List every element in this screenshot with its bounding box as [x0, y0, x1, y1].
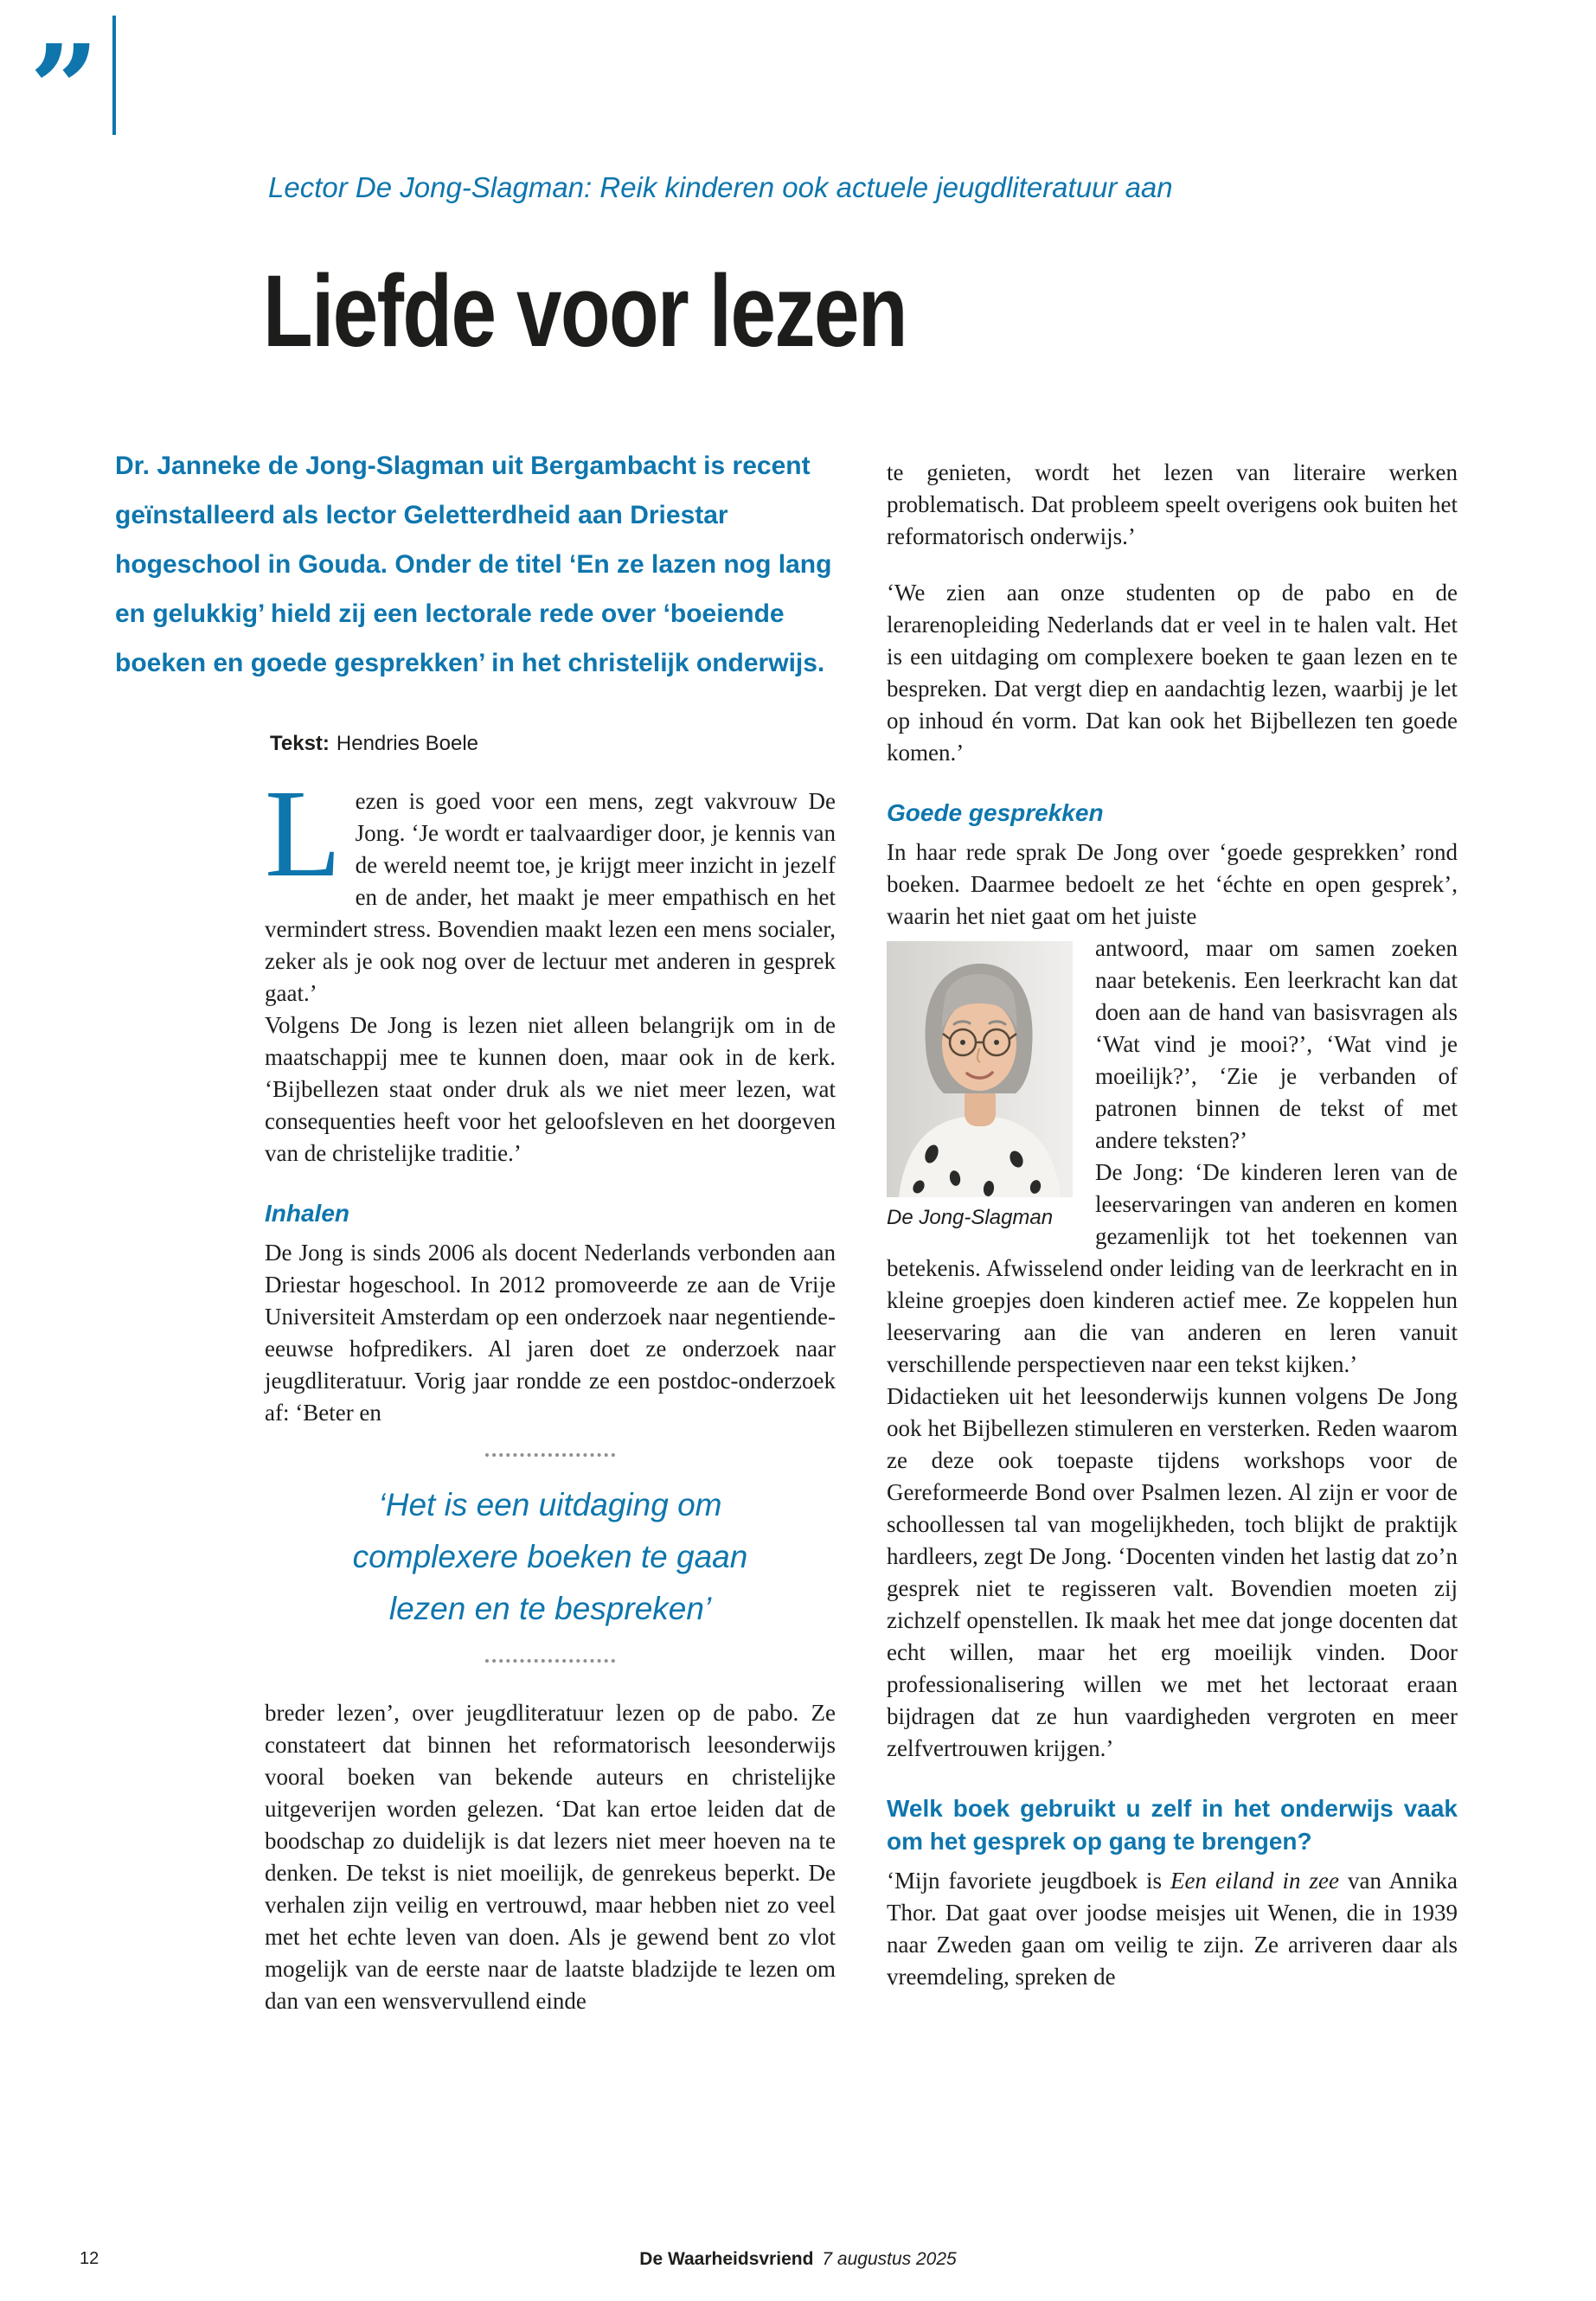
byline — [270, 732, 478, 756]
left-column — [265, 765, 836, 2017]
paragraph: De Jong is sinds 2006 als docent Nederlands verbonden aan Driestar hogeschool. In 2012 promoveerde ze aan de Vrije Universiteit Amsterdam op een onderzoek naar negentiende-eeuwse hofpredikers. Al jaren doet ze onderzoek naar jeugdliteratuur. Vorig jaar rondde ze een postdoc-onderzoek af: ‘Beter en — [265, 1240, 836, 1426]
dotted-divider — [485, 1659, 615, 1663]
right-column — [887, 457, 1458, 1993]
kicker: Lector De Jong-Slagman: Reik kinderen ook actuele jeugdliteratuur aan — [268, 171, 1173, 203]
accent-rule — [112, 16, 116, 135]
book-title: Een eiland in zee — [1170, 1868, 1339, 1894]
paragraph: breder lezen’, over jeugdliteratuur lezen op de pabo. Ze constateert dat binnen het reformatorisch leesonderwijs vooral boeken van bekende auteurs en christelijke uitgeverijen worden gelezen. ‘Dat kan ertoe leiden dat de boodschap zo duidelijk is dat lezers niet meer hoeven na te denken. De tekst is niet moeilijk, de genrekeus beperkt. De verhalen zijn veilig en vertrouwd, maar hebben niet zo veel met het echte leven van doen. Als je gewend bent zo vlot mogelijk van de eerste naar de laatste bladzijde te lezen om dan van een wensvervullend einde — [265, 1700, 836, 2014]
portrait-illustration — [887, 941, 1073, 1197]
paragraph: ‘We zien aan onze studenten op de pabo en de lerarenopleiding Nederlands dat er veel in te halen valt. Het is een uitdaging om complexere boeken te gaan lezen en te bespreken. Dat vergt diep en aandachtig lezen, waarbij je let op inhoud én vorm. Dat kan ook het Bijbellezen ten goede komen.’ — [887, 580, 1458, 766]
paragraph: De Jong: ‘De kinderen leren van de leeservaringen van anderen en komen gezamenlijk tot het toekennen van betekenis. Afwisselend onder leiding van de leerkracht en in kleine groepjes doen kinderen actief mee. Ze koppelen hun leeservaring aan die van anderen en leren vanuit verschillende perspectieven naar een tekst kijken.’ — [887, 1159, 1458, 1377]
page-title: Liefde voor lezen — [263, 254, 907, 369]
dropcap-letter: L — [265, 765, 342, 903]
byline-label: Tekst: — [270, 732, 330, 755]
page-number: 12 — [80, 2249, 99, 2268]
footer — [0, 2249, 1596, 2270]
paragraph: In haar rede sprak De Jong over ‘goede gesprekken’ rond boeken. Daarmee bedoelt ze het ‘échte en open gesprek’, waarin het niet gaat om het juiste — [887, 839, 1458, 929]
paragraph-text: ‘Mijn favoriete jeugdboek is — [887, 1868, 1170, 1894]
issue-date: 7 augustus 2025 — [822, 2249, 957, 2269]
paragraph: te genieten, wordt het lezen van literaire werken problematisch. Dat probleem speelt overigens ook buiten het reformatorisch onderwijs.’ — [887, 459, 1458, 549]
quote-mark-icon: ” — [29, 19, 99, 161]
paragraph: Didactieken uit het leesonderwijs kunnen volgens De Jong ook het Bijbellezen stimuleren en versterken. Reden waarom ze deze ook toepaste tijdens workshops voor de Gereformeerde Bond over Psalmen lezen. Al zijn er voor de schoollessen tal van mogelijkheden, toch blijkt de praktijk hardleers, zegt De Jong. ‘Docenten vinden het lastig dat zo’n gesprek niet te regisseren valt. Bovendien moeten zij zichzelf openstellen. Ik maak het mee dat jonge docenten dat echt willen, maar het erg moeilijk vinden. Door professionalisering willen we met het lectoraat eraan bijdragen dat ze hun vaardigheden vergroten en meer zelfvertrouwen krijgen.’ — [887, 1383, 1458, 1761]
paragraph-lead — [265, 765, 836, 1009]
subhead-question: Welk boek gebruikt u zelf in het onderwijs vaak om het gesprek op gang te brengen? — [887, 1795, 1458, 1855]
pull-quote: ‘Het is een uitdaging om complexere boeken te gaan lezen en te bespreken’ — [352, 1487, 748, 1626]
subhead-inhalen: Inhalen — [265, 1200, 350, 1227]
paragraph-final — [887, 1865, 1458, 1993]
subhead-goede-gesprekken: Goede gesprekken — [887, 799, 1104, 826]
dotted-divider — [485, 1453, 615, 1457]
photo-caption: De Jong-Slagman — [887, 1206, 1054, 1229]
intro-paragraph: Dr. Janneke de Jong-Slagman uit Bergambacht is recent geïnstalleerd als lector Geletterdheid aan Driestar hogeschool in Gouda. Onder de titel ‘En ze lazen nog lang en gelukkig’ hield zij een lectorale rede over ‘boeiende boeken en goede gesprekken’ in het christelijk onderwijs. — [115, 452, 832, 677]
magazine-name: De Waarheidsvriend — [639, 2249, 814, 2269]
portrait-photo — [887, 941, 1073, 1230]
paragraph-text: van Annika Thor. Dat gaat over joodse meisjes uit Wenen, die in 1939 naar Zweden gaan om veilig te zijn. Ze arriveren daar als vreemdeling, spreken de — [887, 1868, 1458, 1990]
paragraph: antwoord, maar om samen zoeken naar betekenis. Een leerkracht kan dat doen aan de hand van basisvragen als ‘Wat vind je mooi?’, ‘Wat vind je moeilijk?’, ‘Zie je verbanden of patronen binnen de tekst of met andere teksten?’ — [1095, 935, 1458, 1153]
byline-name: Hendries Boele — [336, 732, 479, 755]
paragraph-text: ezen is goed voor een mens, zegt vakvrouw De Jong. ‘Je wordt er taalvaardiger door, je kennis van de wereld neemt toe, je krijgt meer inzicht in jezelf en de ander, het maakt je meer empathisch en het vermindert stress. Bovendien maakt lezen een mens socialer, zeker als je ook nog over de lectuur met anderen in gesprek gaat.’ — [265, 788, 836, 1006]
paragraph: Volgens De Jong is lezen niet alleen belangrijk om in de maatschappij mee te kunnen doen, maar ook in de kerk. ‘Bijbellezen staat onder druk als we niet meer lezen, wat consequenties heeft voor het geloofsleven en het doorgeven van de christelijke traditie.’ — [265, 1012, 836, 1166]
